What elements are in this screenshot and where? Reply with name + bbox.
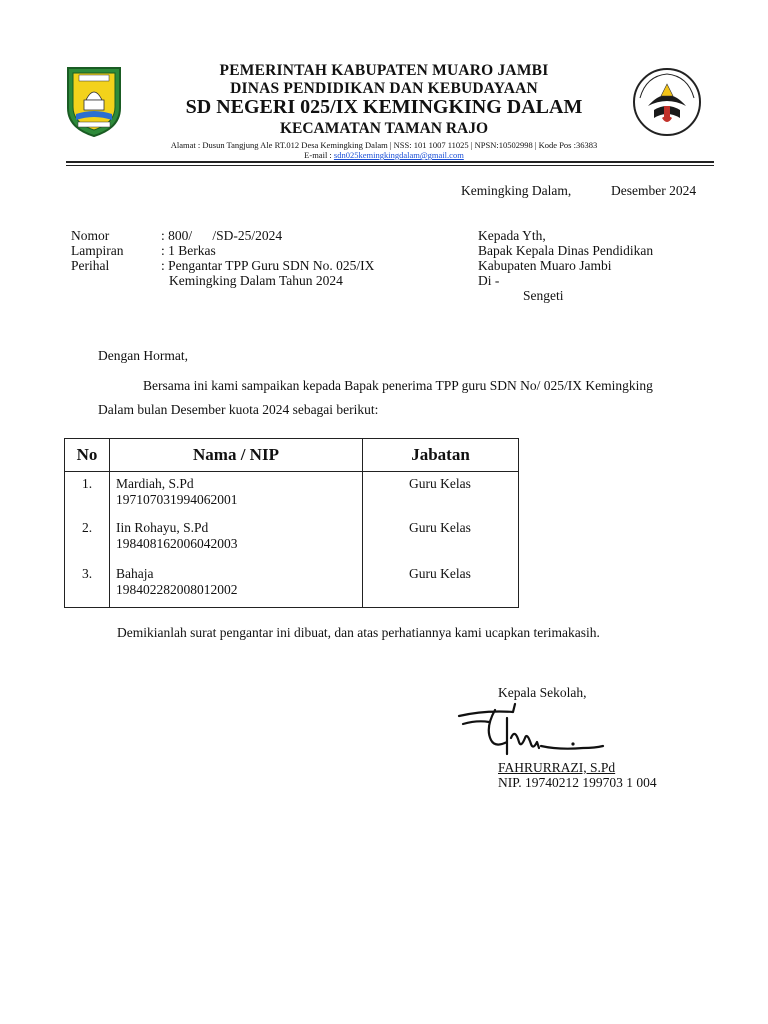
recipient-line-2: Bapak Kepala Dinas Pendidikan [478, 243, 654, 258]
date: Desember 2024 [611, 183, 697, 198]
row-nama: Iin Rohayu, S.Pd [116, 520, 209, 535]
signatory-name: FAHRURRAZI, S.Pd [498, 760, 616, 775]
recipient-line-5: Sengeti [523, 288, 564, 303]
kop-pemerintah: PEMERINTAH KABUPATEN MUARO JAMBI [219, 62, 549, 79]
kop-dinas: DINAS PENDIDIKAN DAN KEBUDAYAAN [230, 80, 538, 97]
kop-address: Alamat : Dusun Tangjung Ale RT.012 Desa Kemingking Dalam | NSS: 101 1007 11025 | NPSN:10502998 | Kode Pos :36383 [170, 140, 598, 150]
perihal-label: Perihal [71, 258, 110, 273]
row-jabatan: Guru Kelas [409, 520, 471, 535]
kop-email-line [0, 150, 768, 160]
handwritten-signature [455, 698, 605, 768]
body-paragraph-line-2: Dalam bulan Desember kuota 2024 sebagai berikut: [98, 402, 379, 417]
greeting: Dengan Hormat, [98, 348, 188, 363]
col-header-nama-nip: Nama / NIP [110, 439, 363, 472]
table-header-row [65, 439, 519, 472]
signature-title: Kepala Sekolah, [498, 685, 587, 700]
email-label: E-mail : [304, 150, 334, 160]
row-nama: Mardiah, S.Pd [116, 476, 194, 491]
closing-sentence: Demikianlah surat pengantar ini dibuat, dan atas perhatiannya kami ucapkan terimakasih. [117, 625, 600, 640]
body-paragraph-line-1: Bersama ini kami sampaikan kepada Bapak penerima TPP guru SDN No/ 025/IX Kemingking [143, 378, 653, 393]
staff-table [64, 438, 519, 608]
nomor-value: : 800/ /SD-25/2024 [161, 228, 283, 243]
kop-kecamatan: KECAMATAN TAMAN RAJO [279, 120, 489, 137]
nomor-label: Nomor [71, 228, 110, 243]
header-rule-thick [66, 161, 714, 163]
recipient-line-3: Kabupaten Muaro Jambi [478, 258, 612, 273]
lampiran-label: Lampiran [71, 243, 124, 258]
row-jabatan: Guru Kelas [409, 476, 471, 491]
row-no: 3. [81, 566, 93, 581]
recipient-line-4: Di - [478, 273, 500, 288]
row-nip: 198402282008012002 [116, 581, 238, 597]
perihal-value-1: : Pengantar TPP Guru SDN No. 025/IX [161, 258, 375, 273]
signatory-nip: NIP. 19740212 199703 1 004 [498, 775, 657, 790]
col-header-jabatan: Jabatan [363, 439, 519, 472]
row-nip: 197107031994062001 [116, 491, 238, 507]
email-link[interactable]: sdn025kemingkingdalam@gmail.com [333, 150, 464, 160]
perihal-value-2: Kemingking Dalam Tahun 2024 [169, 273, 343, 288]
row-nip: 198408162006042003 [116, 535, 238, 551]
lampiran-value: : 1 Berkas [161, 243, 216, 258]
table-row [65, 507, 519, 551]
header-rule-thin [66, 165, 714, 166]
row-no: 2. [81, 520, 93, 535]
col-header-no: No [65, 439, 110, 472]
place: Kemingking Dalam, [461, 183, 572, 198]
row-jabatan: Guru Kelas [409, 566, 471, 581]
row-nama: Bahaja [116, 566, 154, 581]
recipient-line-1: Kepada Yth, [478, 228, 546, 243]
kop-school-name: SD NEGERI 025/IX KEMINGKING DALAM [185, 96, 583, 118]
table-row [65, 551, 519, 608]
table-row [65, 472, 519, 508]
row-no: 1. [81, 476, 93, 491]
